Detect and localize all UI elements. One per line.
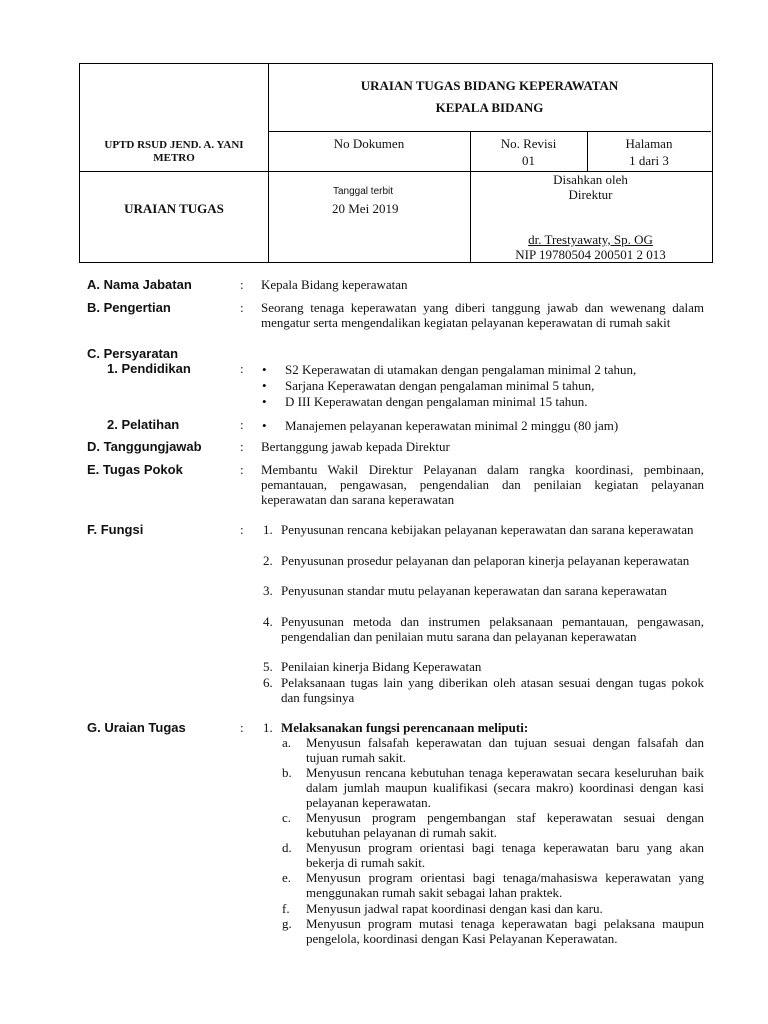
list-letter: c.: [282, 810, 292, 825]
signer-name: dr. Trestyawaty, Sp. OG: [528, 232, 653, 247]
colon: :: [240, 522, 244, 537]
halaman-label: Halaman: [625, 136, 673, 151]
tanggal-terbit-value: 20 Mei 2019: [332, 201, 399, 216]
list-number: 1.: [263, 720, 273, 735]
perencanaan-subitem: Menyusun falsafah keperawatan dan tujuan sesuai dengan falsafah dan tujuan rumah sakit.: [306, 735, 704, 765]
organization-name: [80, 139, 268, 165]
signer-nip: NIP 19780504 200501 2 013: [515, 247, 666, 262]
pendidikan-label: 1. Pendidikan: [107, 361, 191, 376]
perencanaan-subitem: Menyusun program mutasi tenaga keperawatan bagi pelaksana maupun pengelola, koordinasi dengan Kasi Pelayanan Keperawatan.: [306, 916, 704, 946]
list-letter: g.: [282, 916, 292, 931]
document-title: URAIAN TUGAS BIDANG KEPERAWATAN: [360, 78, 619, 93]
pengertian-label: B. Pengertian: [87, 300, 171, 315]
fungsi-item: Penilaian kinerja Bidang Keperawatan: [281, 659, 482, 674]
no-dokumen-label: No Dokumen: [333, 136, 405, 151]
pelatihan-item: Manajemen pelayanan keperawatan minimal 2 minggu (80 jam): [285, 418, 619, 433]
disahkan-role: Direktur: [568, 187, 613, 202]
no-revisi-label: No. Revisi: [500, 136, 557, 151]
colon: :: [240, 361, 244, 376]
list-letter: f.: [282, 901, 290, 916]
pendidikan-item: S2 Keperawatan di utamakan dengan pengalaman minimal 2 tahun,: [285, 362, 637, 377]
list-letter: a.: [282, 735, 292, 750]
bullet: •: [262, 394, 267, 409]
organization-line: UPTD RSUD JEND. A. YANI: [104, 139, 244, 151]
colon: :: [240, 300, 244, 315]
list-number: 2.: [263, 553, 273, 568]
fungsi-item: Penyusunan metoda dan instrumen pelaksanaan pemantauan, pengawasan, pengendalian dan penilaian mutu sarana dan pelayanan keperawatan: [281, 614, 704, 644]
pendidikan-item: Sarjana Keperawatan dengan pengalaman minimal 5 tahun,: [285, 378, 595, 393]
header-divider: [268, 131, 711, 132]
no-revisi-value: 01: [522, 153, 535, 168]
fungsi-item: Pelaksanaan tugas lain yang diberikan oleh atasan sesuai dengan tugas pokok dan fungsinya: [281, 675, 704, 705]
tanggungjawab-value: Bertanggung jawab kepada Direktur: [261, 439, 450, 454]
colon: :: [240, 277, 244, 292]
organization-line: METRO: [153, 152, 195, 164]
bullet: •: [262, 378, 267, 393]
list-number: 6.: [263, 675, 273, 690]
nama-jabatan-value: Kepala Bidang keperawatan: [261, 277, 408, 292]
nama-jabatan-label: A. Nama Jabatan: [87, 277, 192, 292]
tanggal-terbit-label: Tanggal terbit: [333, 186, 394, 197]
uraian-tugas-heading: URAIAN TUGAS: [124, 201, 224, 216]
perencanaan-subitem: Menyusun program orientasi bagi tenaga keperawatan baru yang akan bekerja di rumah sakit.: [306, 840, 704, 870]
list-letter: e.: [282, 870, 292, 885]
tugas-pokok-value: Membantu Wakil Direktur Pelayanan dalam rangka koordinasi, pembinaan, pemantauan, pengawasan, pengendalian dan penilaian kegiatan pelayanan keperawatan dan sarana keperawatan: [261, 462, 704, 507]
perencanaan-subitem: Menyusun program pengembangan staf keperawatan sesuai dengan kebutuhan pelayanan di rumah sakit.: [306, 810, 704, 840]
pendidikan-item: D III Keperawatan dengan pengalaman minimal 15 tahun.: [285, 394, 588, 409]
list-number: 5.: [263, 659, 273, 674]
pengertian-value: Seorang tenaga keperawatan yang diberi tanggung jawab dan wewenang dalam mengatur serta mengendalikan kegiatan pelayanan keperawatan di rumah sakit: [261, 300, 704, 330]
perencanaan-title: Melaksanakan fungsi perencanaan meliputi:: [281, 720, 529, 735]
list-number: 3.: [263, 583, 273, 598]
fungsi-item: Penyusunan prosedur pelayanan dan pelaporan kinerja pelayanan keperawatan: [281, 553, 690, 568]
tugas-pokok-label: E. Tugas Pokok: [87, 462, 183, 477]
perencanaan-subitem: Menyusun rencana kebutuhan tenaga keperawatan secara keseluruhan baik dalam jumlah maupun kualifikasi (secara makro) koordinasi dengan kasi pelayanan keperawatan.: [306, 765, 704, 810]
fungsi-item: Penyusunan standar mutu pelayanan keperawatan dan sarana keperawatan: [281, 583, 667, 598]
colon: :: [240, 462, 244, 477]
perencanaan-subitem: Menyusun program orientasi bagi tenaga/mahasiswa keperawatan yang menggunakan rumah sakit sebagai lahan praktek.: [306, 870, 704, 900]
list-letter: d.: [282, 840, 292, 855]
list-number: 4.: [263, 614, 273, 629]
document-subtitle: KEPALA BIDANG: [435, 100, 544, 115]
list-number: 1.: [263, 522, 273, 537]
fungsi-item: Penyusunan rencana kebijakan pelayanan keperawatan dan sarana keperawatan: [281, 522, 694, 537]
colon: :: [240, 417, 244, 432]
colon: :: [240, 720, 244, 735]
bullet: •: [262, 362, 267, 377]
fungsi-label: F. Fungsi: [87, 522, 144, 537]
bullet: •: [262, 418, 267, 433]
pelatihan-label: 2. Pelatihan: [107, 417, 180, 432]
colon: :: [240, 439, 244, 454]
halaman-value: 1 dari 3: [629, 153, 669, 168]
uraian-tugas-label: G. Uraian Tugas: [87, 720, 186, 735]
disahkan-oleh-label: Disahkan oleh: [553, 172, 628, 187]
persyaratan-label: C. Persyaratan: [87, 346, 179, 361]
list-letter: b.: [282, 765, 292, 780]
tanggungjawab-label: D. Tanggungjawab: [87, 439, 202, 454]
perencanaan-subitem: Menyusun jadwal rapat koordinasi dengan kasi dan karu.: [306, 901, 603, 916]
